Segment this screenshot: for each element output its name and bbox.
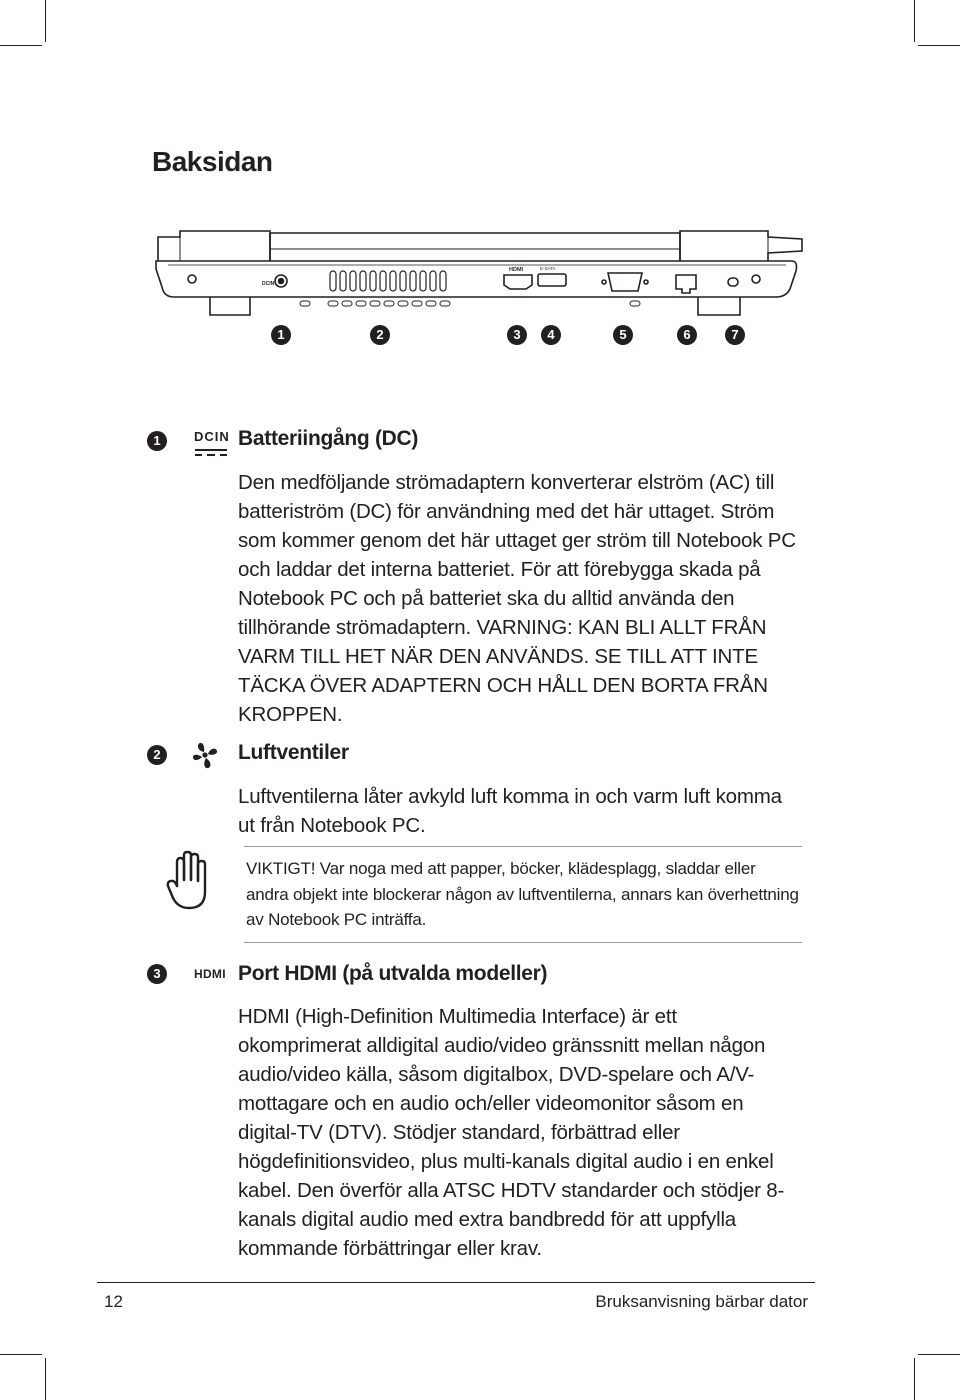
section-title-hdmi: Port HDMI (på utvalda modeller) (238, 962, 548, 985)
page-number: 12 (104, 1292, 123, 1311)
callout-1: 1 (271, 325, 291, 345)
hdmi-icon-label: HDMI (194, 967, 226, 981)
crop-mark (0, 1354, 42, 1355)
port-label-esata: E-SATA (540, 266, 556, 271)
crop-mark (918, 1354, 960, 1355)
section-text-dc-in: Den medföljande strömadaptern konverterar elström (AC) till batteriström (DC) för användning med det här uttaget. Ström som kommer genom det här uttaget ger ström till Notebook PC och laddar det interna batteriet. För att förebygga skada på Notebook PC och på batteriet ska du alltid använda den tillhörande strömadaptern. VARNING: KAN BLI ALLT FRÅN VARM TILL HET NÄR DEN ANVÄNDS. SE TILL ATT INTE TÄCKA ÖVER ADAPTERN OCH HÅLL DEN BORTA FRÅN KROPPEN. (238, 471, 796, 726)
callout-5: 5 (613, 325, 633, 345)
crop-mark (914, 1358, 915, 1400)
crop-mark (918, 45, 960, 46)
crop-mark (0, 45, 42, 46)
section-number-3: 3 (147, 964, 167, 984)
crop-mark (914, 0, 915, 42)
section-title-dc-in: Batteriingång (DC) (238, 427, 419, 450)
laptop-rear-illustration (150, 225, 810, 355)
section-text-vents: Luftventilerna låter avkyld luft komma in och varm luft komma ut från Notebook PC. (238, 785, 782, 837)
note-rule-bottom (244, 942, 802, 943)
crop-mark (45, 1358, 46, 1400)
footer-rule (97, 1282, 815, 1283)
callout-2: 2 (370, 325, 390, 345)
section-text-hdmi: HDMI (High-Definition Multimedia Interface) är ett okomprimerat alldigital audio/video gränssnitt mellan någon audio/video källa, såsom digitalbox, DVD-spelare och A/V-mottagare och en audio och/eller videomonitor såsom en digital-TV (DTV). Stödjer standard, förbättrad eller högdefinitionsvideo, plus multi-kanals digital audio i en enkel kabel. Den överför alla ATSC HDTV standarder och stödjer 8-kanals digital audio med extra bandbredd för att uppfylla kommande förbättringar eller krav. (238, 1005, 785, 1260)
dc-in-icon-label: DCIN (194, 429, 230, 444)
callout-3: 3 (507, 325, 527, 345)
callout-6: 6 (677, 325, 697, 345)
laptop-rear-drawing (150, 225, 810, 325)
callout-7: 7 (725, 325, 745, 345)
section-number-2: 2 (147, 745, 167, 765)
section-title-vents: Luftventiler (238, 741, 349, 764)
important-note-text: VIKTIGT! Var noga med att papper, böcker, klädesplagg, sladdar eller andra objekt inte blockerar någon av luftventilerna, annars kan överhettning av Notebook PC inträffa. (246, 859, 799, 929)
section-number-1: 1 (147, 431, 167, 451)
note-rule-top (244, 846, 802, 847)
footer-title: Bruksanvisning bärbar dator (595, 1292, 808, 1311)
important-note (244, 846, 802, 944)
dc-symbol (194, 447, 228, 457)
port-label-hdmi: HDMI (509, 267, 524, 273)
callout-4: 4 (541, 325, 561, 345)
dc-in-icon (194, 430, 230, 456)
hand-warning-icon (166, 850, 212, 917)
page-title: Baksidan (152, 146, 273, 177)
port-label-dcin: DCIN (262, 281, 275, 287)
fan-icon (192, 741, 218, 774)
crop-mark (45, 0, 46, 42)
